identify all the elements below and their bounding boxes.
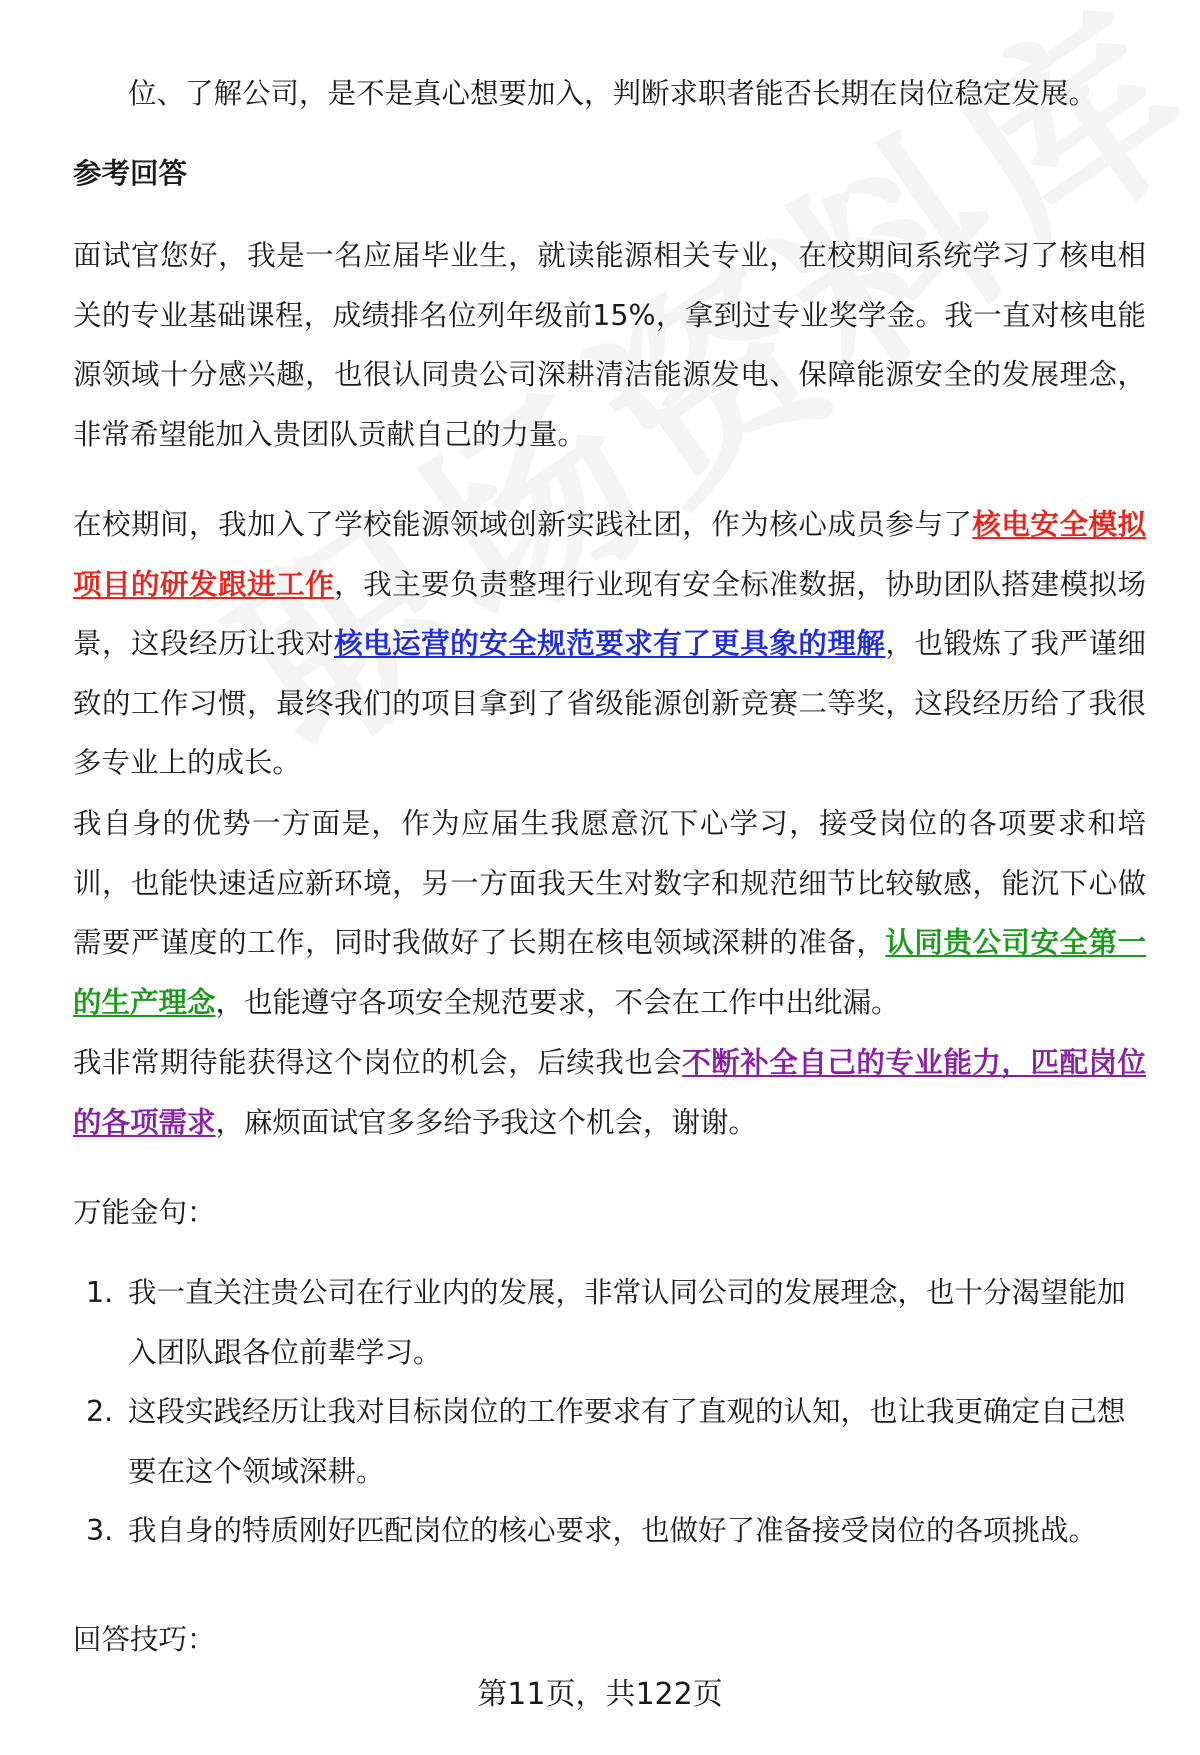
list-item-text: 我自身的特质刚好匹配岗位的核心要求，也做好了准备接受岗位的各项挑战。 — [128, 1514, 1098, 1547]
paragraph-text: 我自身的优势一方面是，作为应届生我愿意沉下心学习，接受岗位的各项要求和培训，也能快速适应新环境，另一方面我天生对数字和规范细节比较敏感，能沉下心做需要严谨度的工作，同时我做好了长期在核电领域深耕的准备， — [73, 807, 1146, 959]
paragraph-text: ，我主要负责整理行业现有安全标准数据，协助团队搭建模拟场景，这段经历让我对 — [73, 567, 1146, 660]
golden-sentences-title: 万能金句： — [73, 1196, 216, 1229]
highlight-green: 认同贵公司安全第一的生产理念 — [73, 926, 1146, 1019]
highlight-blue: 核电运营的安全规范要求有了更具象的理解 — [334, 627, 886, 660]
list-number: 1. — [86, 1276, 114, 1309]
list-number: 2. — [86, 1395, 114, 1428]
answer-tips-title: 回答技巧： — [73, 1623, 216, 1656]
page-number-footer: 第11页，共122页 — [477, 1677, 723, 1712]
answer-paragraph-2 — [73, 495, 1146, 793]
answer-paragraph-4 — [73, 1033, 1146, 1152]
paragraph-text: 在校期间，我加入了学校能源领域创新实践社团，作为核心成员参与了 — [73, 508, 973, 541]
list-number: 3. — [86, 1514, 114, 1547]
golden-sentences-list — [86, 1263, 1146, 1561]
paragraph-text: ，也锻炼了我严谨细致的工作习惯，最终我们的项目拿到了省级能源创新竞赛二等奖，这段经历给了我很多专业上的成长。 — [73, 627, 1146, 779]
list-item — [86, 1263, 1146, 1382]
list-item-text: 这段实践经历让我对目标岗位的工作要求有了直观的认知，也让我更确定自己想要在这个领域深耕。 — [128, 1395, 1126, 1488]
highlight-purple: 不断补全自己的专业能力，匹配岗位的各项需求 — [73, 1046, 1146, 1139]
answer-paragraph-1: 面试官您好，我是一名应届毕业生，就读能源相关专业，在校期间系统学习了核电相关的专业基础课程，成绩排名位列年级前15%，拿到过专业奖学金。我一直对核电能源领域十分感兴趣，也很认同贵公司深耕清洁能源发电、保障能源安全的发展理念，非常希望能加入贵团队贡献自己的力量。 — [73, 239, 1146, 451]
list-item — [86, 1501, 1146, 1561]
answer-paragraph-3 — [73, 794, 1146, 1032]
section-heading: 参考回答 — [73, 157, 188, 190]
intro-line: 位、了解公司，是不是真心想要加入，判断求职者能否长期在岗位稳定发展。 — [128, 77, 1098, 110]
paragraph-text: ，也能遵守各项安全规范要求，不会在工作中出纰漏。 — [215, 985, 900, 1019]
paragraph-text: ，麻烦面试官多多给予我这个机会，谢谢。 — [215, 1105, 758, 1139]
list-item — [86, 1382, 1146, 1501]
list-item-text: 我一直关注贵公司在行业内的发展，非常认同公司的发展理念，也十分渴望能加入团队跟各位前辈学习。 — [128, 1276, 1126, 1369]
highlight-red: 核电安全模拟项目的研发跟进工作 — [73, 508, 1146, 601]
paragraph-text: 我非常期待能获得这个岗位的机会，后续我也会 — [73, 1046, 683, 1079]
